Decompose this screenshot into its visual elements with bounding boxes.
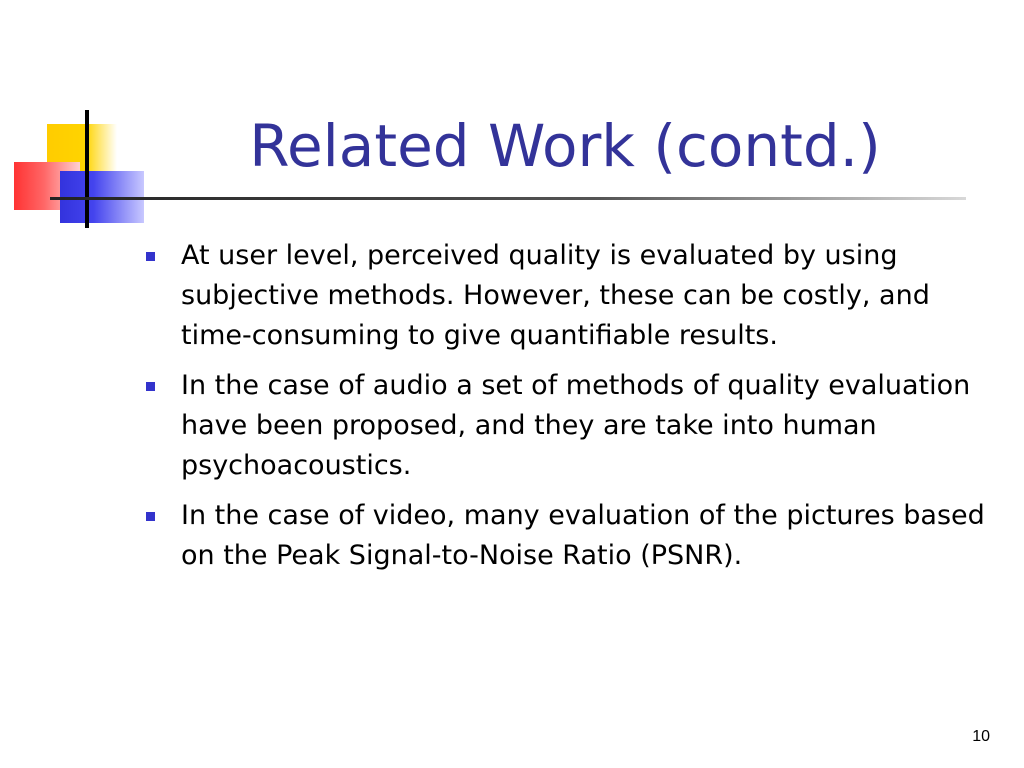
slide-title: Related Work (contd.) — [249, 112, 881, 180]
bullet-item — [140, 366, 1000, 486]
logo-vertical-line — [85, 110, 89, 228]
bullet-text: In the case of audio a set of methods of quality evaluation have been proposed, and they are take into human psychoacoustics. — [181, 370, 971, 481]
square-bullet-icon — [146, 252, 155, 261]
bullet-text: At user level, perceived quality is evaluated by using subjective methods. However, these can be costly, and time-consuming to give quantifiable results. — [181, 240, 930, 351]
bullet-text: In the case of video, many evaluation of the pictures based on the Peak Signal-to-Noise Ratio (PSNR). — [181, 500, 985, 571]
bullet-list — [140, 236, 1000, 586]
square-bullet-icon — [146, 512, 155, 521]
square-bullet-icon — [146, 382, 155, 391]
title-underline — [50, 197, 966, 200]
bullet-item — [140, 236, 1000, 356]
page-number: 10 — [972, 728, 990, 745]
color-blocks-logo-icon — [0, 0, 160, 240]
bullet-item — [140, 496, 1000, 576]
